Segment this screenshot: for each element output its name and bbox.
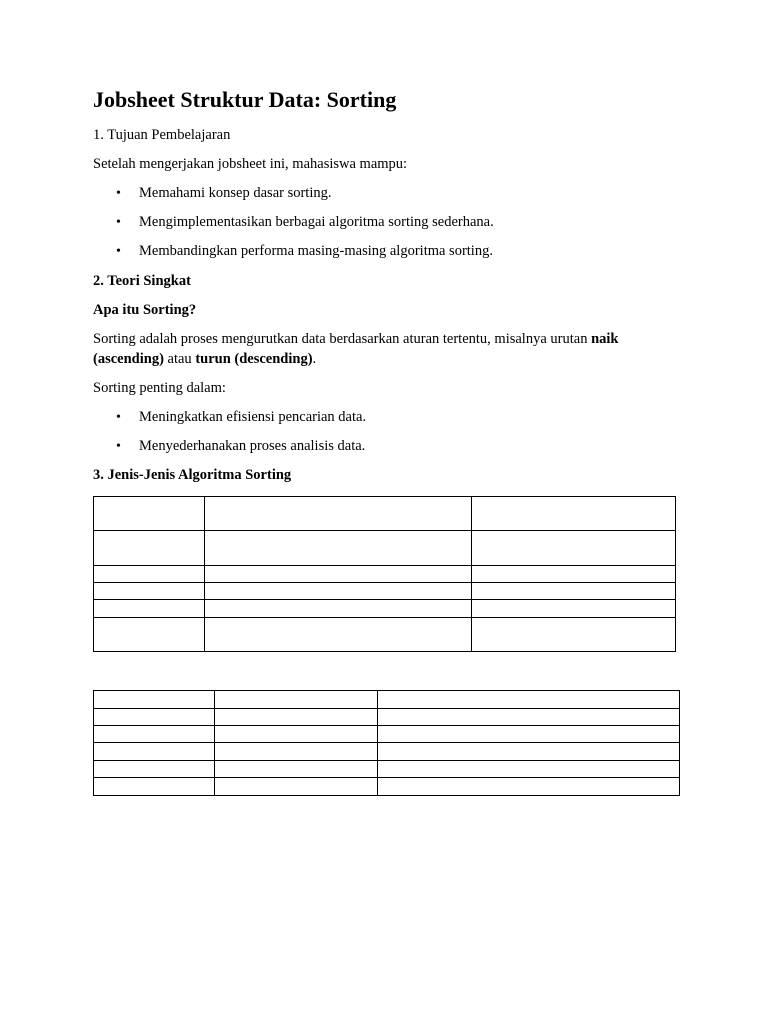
table-row bbox=[94, 709, 680, 726]
table-cell bbox=[215, 726, 378, 743]
comparison-table bbox=[93, 690, 680, 796]
table-cell bbox=[215, 760, 378, 777]
table-cell bbox=[472, 531, 676, 565]
table-row bbox=[94, 777, 680, 795]
section-1-intro: Setelah mengerjakan jobsheet ini, mahasiswa mampu: bbox=[93, 156, 408, 172]
table-cell bbox=[472, 600, 676, 617]
definition-bold-descending: turun (descending) bbox=[195, 351, 313, 367]
section-2-heading: 2. Teori Singkat bbox=[93, 273, 191, 289]
table-cell bbox=[94, 743, 215, 760]
table-cell bbox=[215, 743, 378, 760]
table-row bbox=[94, 600, 676, 617]
importance-intro: Sorting penting dalam: bbox=[93, 380, 226, 396]
goal-item-3: Membandingkan performa masing-masing algoritma sorting. bbox=[139, 243, 493, 259]
table-cell bbox=[94, 691, 215, 709]
table-cell bbox=[94, 709, 215, 726]
definition-text-3: . bbox=[312, 351, 317, 367]
section-1-heading: 1. Tujuan Pembelajaran bbox=[93, 127, 231, 143]
table-cell bbox=[94, 777, 215, 795]
table-cell bbox=[94, 600, 205, 617]
table-row bbox=[94, 617, 676, 651]
table-cell bbox=[205, 565, 472, 582]
table-cell bbox=[205, 497, 472, 531]
goal-item-1: Memahami konsep dasar sorting. bbox=[139, 185, 332, 201]
table-cell bbox=[378, 691, 680, 709]
table-row bbox=[94, 743, 680, 760]
bullet-dot: • bbox=[116, 244, 121, 259]
importance-item-2: Menyederhanakan proses analisis data. bbox=[139, 438, 366, 454]
table-cell bbox=[378, 709, 680, 726]
goal-item-2: Mengimplementasikan berbagai algoritma sorting sederhana. bbox=[139, 214, 494, 230]
table-cell bbox=[94, 583, 205, 600]
definition-text-1: Sorting adalah proses mengurutkan data berdasarkan aturan tertentu, misalnya urutan bbox=[93, 331, 592, 347]
document-title: Jobsheet Struktur Data: Sorting bbox=[93, 87, 397, 112]
table-cell bbox=[378, 726, 680, 743]
bullet-dot: • bbox=[116, 410, 121, 425]
table-row bbox=[94, 497, 676, 531]
table-cell bbox=[472, 583, 676, 600]
definition-bold-ascending: naik (ascending) bbox=[93, 331, 619, 367]
table-cell bbox=[378, 777, 680, 795]
table-cell bbox=[205, 583, 472, 600]
table-cell bbox=[472, 565, 676, 582]
section-3-heading: 3. Jenis-Jenis Algoritma Sorting bbox=[93, 467, 292, 483]
table-row bbox=[94, 726, 680, 743]
bullet-dot: • bbox=[116, 186, 121, 201]
table-row bbox=[94, 691, 680, 709]
table-cell bbox=[215, 777, 378, 795]
table-cell bbox=[94, 760, 215, 777]
definition-text-2: atau bbox=[163, 351, 196, 367]
section-2-subheading: Apa itu Sorting? bbox=[93, 302, 197, 318]
table-cell bbox=[94, 726, 215, 743]
table-row bbox=[94, 583, 676, 600]
table-cell bbox=[205, 531, 472, 565]
table-cell bbox=[378, 743, 680, 760]
table-cell bbox=[378, 760, 680, 777]
table-cell bbox=[94, 497, 205, 531]
sorting-algorithms-table bbox=[93, 496, 676, 652]
table-row bbox=[94, 565, 676, 582]
table-row bbox=[94, 760, 680, 777]
table-cell bbox=[205, 600, 472, 617]
bullet-dot: • bbox=[116, 439, 121, 454]
table-cell bbox=[205, 617, 472, 651]
table-cell bbox=[94, 565, 205, 582]
table-cell bbox=[472, 497, 676, 531]
table-cell bbox=[472, 617, 676, 651]
table-cell bbox=[94, 531, 205, 565]
bullet-dot: • bbox=[116, 215, 121, 230]
table-cell bbox=[215, 709, 378, 726]
table-row bbox=[94, 531, 676, 565]
table-cell bbox=[94, 617, 205, 651]
importance-item-1: Meningkatkan efisiensi pencarian data. bbox=[139, 409, 367, 425]
sorting-definition-paragraph bbox=[93, 329, 663, 369]
table-cell bbox=[215, 691, 378, 709]
